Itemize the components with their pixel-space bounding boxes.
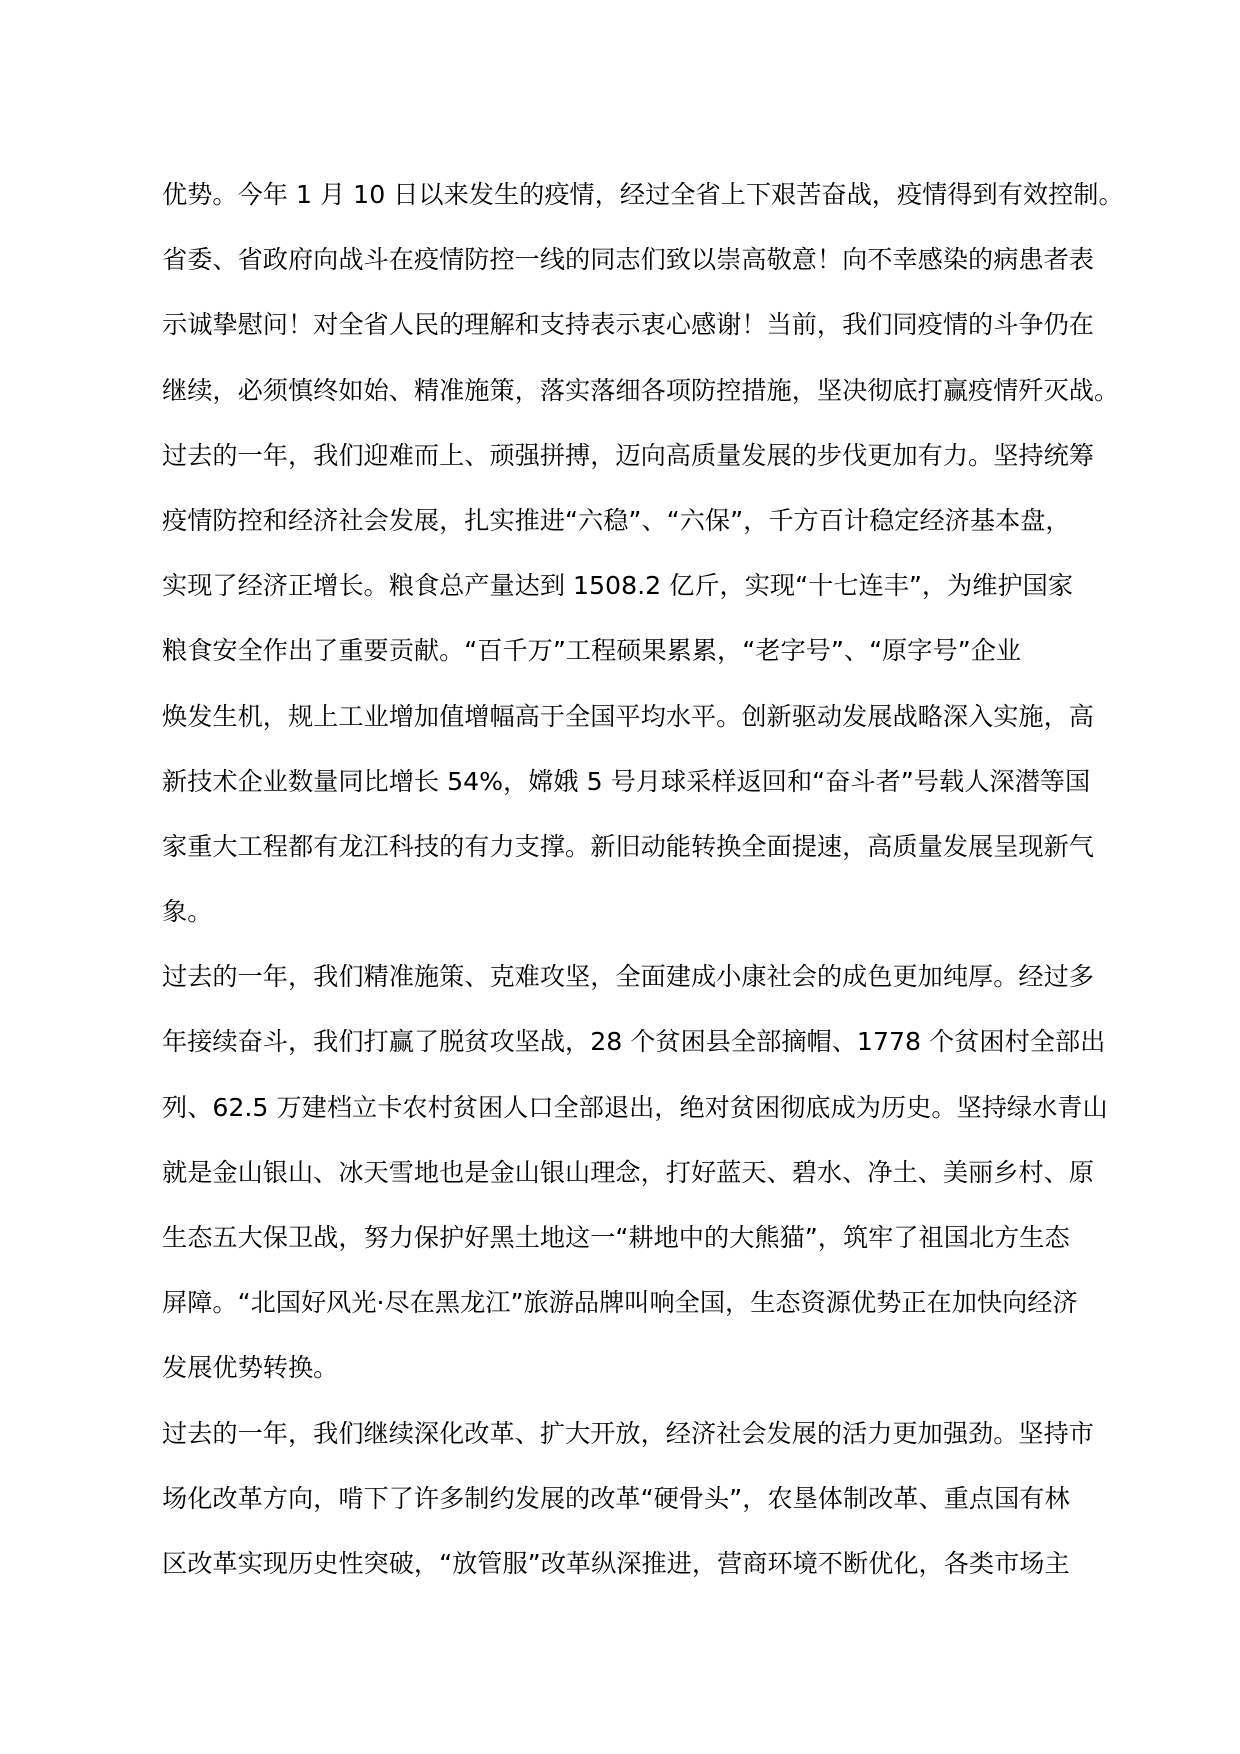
text-line: 发展优势转换。 <box>162 1353 339 1383</box>
text-line: 家重大工程都有龙江科技的有力支撑。新旧动能转换全面提速，高质量发展呈现新气 <box>162 831 1094 861</box>
text-line: 优势。今年 1 月 10 日以来发生的疫情，经过全省上下艰苦奋战，疫情得到有效控制。 <box>162 180 1124 209</box>
text-line: 象。 <box>162 897 213 927</box>
text-line: 省委、省政府向战斗在疫情防控一线的同志们致以崇高敬意！向不幸感染的病患者表 <box>162 245 1094 275</box>
text-line: 继续，必须慎终如始、精准施策，落实落细各项防控措施，坚决彻底打赢疫情歼灭战。 <box>162 375 1120 405</box>
text-line: 粮食安全作出了重要贡献。“百千万”工程硕果累累，“老字号”、“原字号”企业 <box>162 636 1022 666</box>
text-line: 新技术企业数量同比增长 54%，嫦娥 5 号月球采样返回和“奋斗者”号载人深潜等国 <box>162 766 1091 796</box>
text-line: 疫情防控和经济社会发展，扎实推进“六稳”、“六保”，千方百计稳定经济基本盘， <box>162 505 1071 535</box>
text-line: 焕发生机，规上工业增加值增幅高于全国平均水平。创新驱动发展战略深入实施，高 <box>162 701 1094 731</box>
text-line: 就是金山银山、冰天雪地也是金山银山理念，打好蓝天、碧水、净土、美丽乡村、原 <box>162 1157 1094 1187</box>
text-line: 过去的一年，我们精准施策、克难攻坚，全面建成小康社会的成色更加纯厚。经过多 <box>162 962 1094 992</box>
text-line: 生态五大保卫战，努力保护好黑土地这一“耕地中的大熊猫”，筑牢了祖国北方生态 <box>162 1223 1070 1252</box>
text-line: 实现了经济正增长。粮食总产量达到 1508.2 亿斤，实现“十七连丰”，为维护国家 <box>162 571 1074 601</box>
text-line: 列、62.5 万建档立卡农村贫困人口全部退出，绝对贫困彻底成为历史。坚持绿水青山 <box>162 1092 1108 1122</box>
text-line: 年接续奋斗，我们打赢了脱贫攻坚战，28 个贫困县全部摘帽、1778 个贫困村全部出 <box>162 1027 1106 1057</box>
text-line: 屏障。“北国好风光·尽在黑龙江”旅游品牌叫响全国，生态资源优势正在加快向经济 <box>162 1288 1078 1318</box>
text-line: 示诚挚慰问！对全省人民的理解和支持表示衷心感谢！当前，我们同疫情的斗争仍在 <box>162 310 1094 340</box>
body-text <box>162 174 1122 1608</box>
text-line: 过去的一年，我们继续深化改革、扩大开放，经济社会发展的活力更加强劲。坚持市 <box>162 1418 1094 1448</box>
text-line: 过去的一年，我们迎难而上、顽强拼搏，迈向高质量发展的步伐更加有力。坚持统筹 <box>162 440 1094 470</box>
text-line: 区改革实现历史性突破，“放管服”改革纵深推进，营商环境不断优化，各类市场主 <box>162 1548 1070 1578</box>
text-line: 场化改革方向，啃下了许多制约发展的改革“硬骨头”，农垦体制改革、重点国有林 <box>162 1483 1070 1513</box>
